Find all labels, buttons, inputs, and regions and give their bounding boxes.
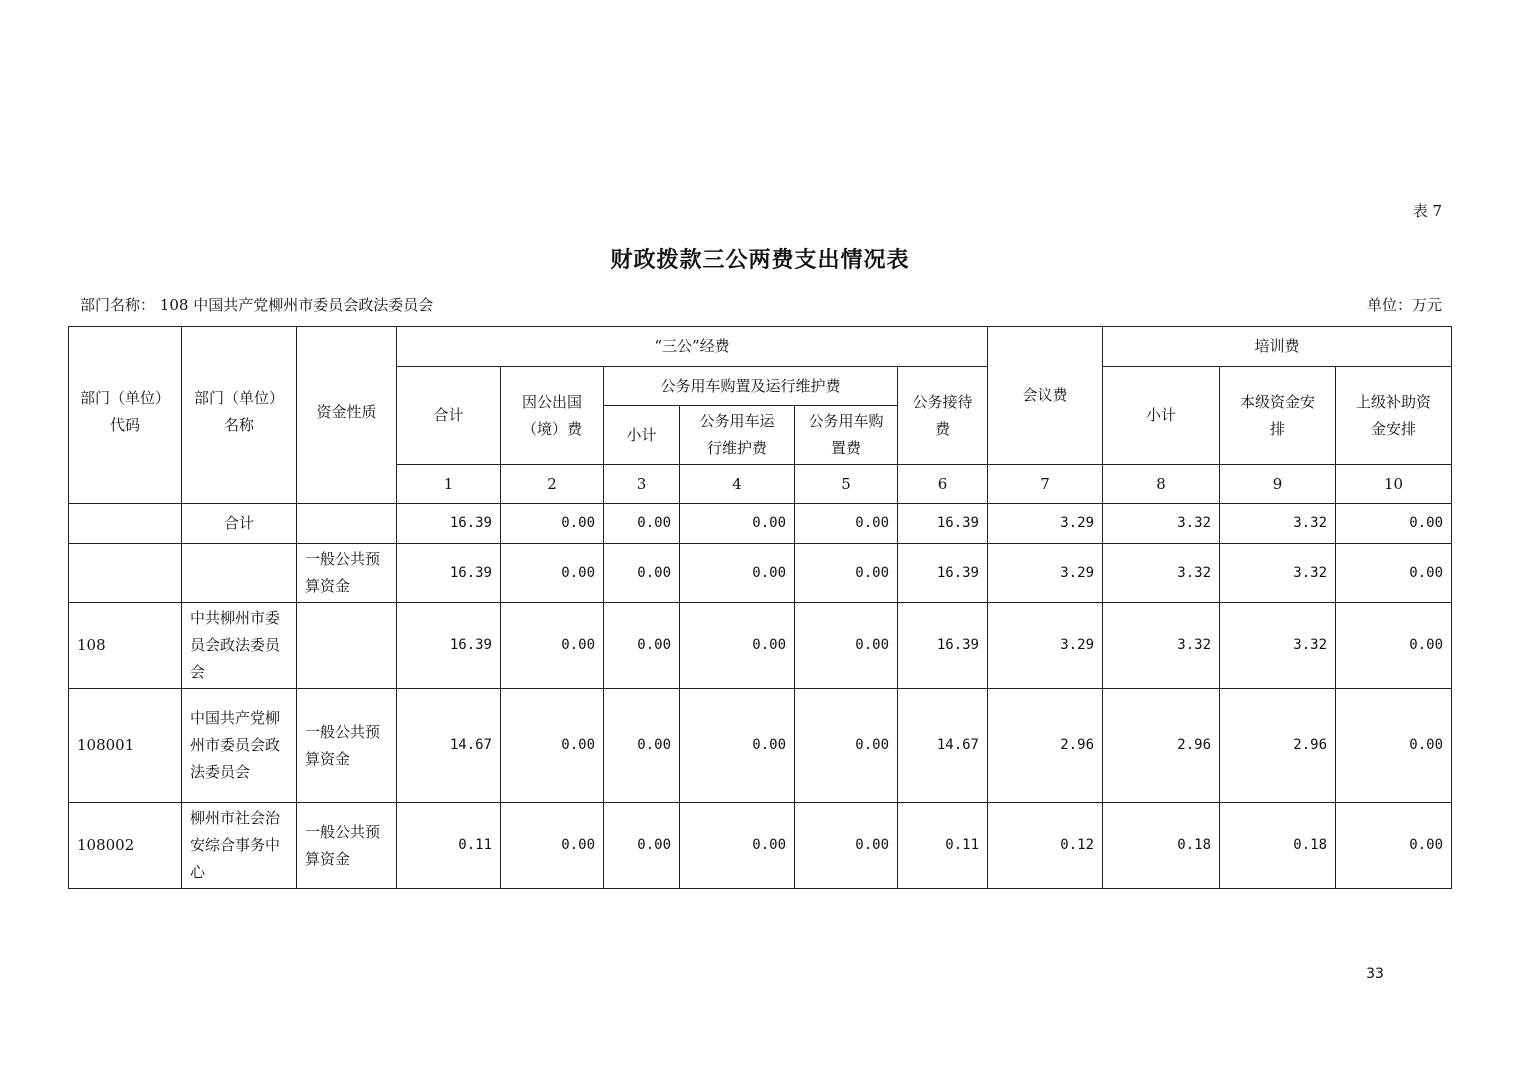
header-meeting: 会议费: [988, 327, 1103, 465]
row-value-cell: 0.00: [1336, 544, 1452, 603]
row-value-cell: 0.00: [501, 803, 604, 889]
header-vehicle-buy: 公务用车购置费: [795, 406, 898, 465]
header-abroad: 因公出国（境）费: [501, 367, 604, 465]
header-vehicle-run: 公务用车运行维护费: [680, 406, 795, 465]
row-value-cell: 16.39: [898, 504, 988, 544]
row-code-cell: 108: [69, 603, 182, 689]
row-value-cell: 0.00: [795, 803, 898, 889]
header-training-upper: 上级补助资金安排: [1336, 367, 1452, 465]
row-value-cell: 0.12: [988, 803, 1103, 889]
header-sangong: “三公”经费: [397, 327, 988, 367]
row-value-cell: 0.00: [501, 504, 604, 544]
row-value-cell: 3.29: [988, 544, 1103, 603]
col-number: 3: [604, 465, 680, 504]
row-value-cell: 0.00: [604, 689, 680, 803]
header-vehicle-subtotal: 小计: [604, 406, 680, 465]
page-title: 财政拨款三公两费支出情况表: [610, 247, 910, 273]
department-label: 部门名称：: [80, 296, 156, 314]
col-number: 7: [988, 465, 1103, 504]
row-value-cell: 2.96: [1103, 689, 1220, 803]
row-value-cell: 0.00: [604, 803, 680, 889]
row-value-cell: 3.32: [1220, 504, 1336, 544]
row-value-cell: 0.00: [680, 603, 795, 689]
row-code-cell: [69, 544, 182, 603]
row-value-cell: 0.00: [680, 504, 795, 544]
col-number: 8: [1103, 465, 1220, 504]
row-value-cell: 0.18: [1103, 803, 1220, 889]
row-name-cell: 中国共产党柳州市委员会政法委员会: [182, 689, 297, 803]
row-value-cell: 3.32: [1103, 603, 1220, 689]
col-number: 1: [397, 465, 501, 504]
row-value-cell: 0.00: [795, 504, 898, 544]
row-value-cell: 2.96: [988, 689, 1103, 803]
row-value-cell: 0.00: [1336, 803, 1452, 889]
row-fund-cell: 一般公共预算资金: [297, 689, 397, 803]
col-number: 10: [1336, 465, 1452, 504]
row-value-cell: 3.32: [1103, 504, 1220, 544]
header-training-local: 本级资金安排: [1220, 367, 1336, 465]
header-training-subtotal: 小计: [1103, 367, 1220, 465]
table-row: [69, 803, 1452, 889]
row-value-cell: 16.39: [898, 544, 988, 603]
header-dept-name: 部门（单位）名称: [182, 327, 297, 504]
row-value-cell: 0.00: [501, 544, 604, 603]
row-value-cell: 0.11: [898, 803, 988, 889]
row-fund-cell: 一般公共预算资金: [297, 544, 397, 603]
row-value-cell: 3.32: [1220, 603, 1336, 689]
row-value-cell: 3.29: [988, 504, 1103, 544]
department-value: 108 中国共产党柳州市委员会政法委员会: [159, 296, 434, 314]
header-fund-type: 资金性质: [297, 327, 397, 504]
header-dept-code: 部门（单位）代码: [69, 327, 182, 504]
row-value-cell: 0.00: [1336, 689, 1452, 803]
row-value-cell: 2.96: [1220, 689, 1336, 803]
table-row: [69, 544, 1452, 603]
expense-table: [68, 326, 1452, 889]
table-body: [69, 504, 1452, 889]
row-value-cell: 0.00: [1336, 603, 1452, 689]
page-number: 33: [1366, 966, 1384, 982]
unit-label: 单位：万元: [1366, 296, 1442, 314]
row-value-cell: 0.00: [795, 689, 898, 803]
row-value-cell: 14.67: [898, 689, 988, 803]
row-fund-cell: [297, 504, 397, 544]
col-number: 2: [501, 465, 604, 504]
row-value-cell: 3.32: [1103, 544, 1220, 603]
table-row: [69, 603, 1452, 689]
row-fund-cell: [297, 603, 397, 689]
row-value-cell: 0.00: [604, 504, 680, 544]
row-value-cell: 0.00: [680, 803, 795, 889]
col-number: 4: [680, 465, 795, 504]
header-vehicle: 公务用车购置及运行维护费: [604, 367, 898, 406]
header-total: 合计: [397, 367, 501, 465]
col-number: 6: [898, 465, 988, 504]
header-training: 培训费: [1103, 327, 1452, 367]
table-number: 表 7: [1412, 202, 1442, 220]
row-value-cell: 0.00: [795, 544, 898, 603]
row-value-cell: 16.39: [898, 603, 988, 689]
row-value-cell: 0.00: [604, 544, 680, 603]
row-name-cell: [182, 544, 297, 603]
row-value-cell: 0.00: [795, 603, 898, 689]
table-row: [69, 689, 1452, 803]
row-name-cell: 合计: [182, 504, 297, 544]
row-value-cell: 16.39: [397, 603, 501, 689]
row-fund-cell: 一般公共预算资金: [297, 803, 397, 889]
row-value-cell: 0.00: [501, 603, 604, 689]
row-value-cell: 0.00: [680, 544, 795, 603]
row-value-cell: 3.32: [1220, 544, 1336, 603]
row-value-cell: 0.11: [397, 803, 501, 889]
row-value-cell: 0.18: [1220, 803, 1336, 889]
row-value-cell: 16.39: [397, 544, 501, 603]
col-number: 5: [795, 465, 898, 504]
row-code-cell: [69, 504, 182, 544]
row-value-cell: 0.00: [680, 689, 795, 803]
header-reception: 公务接待费: [898, 367, 988, 465]
row-value-cell: 0.00: [1336, 504, 1452, 544]
row-name-cell: 柳州市社会治安综合事务中心: [182, 803, 297, 889]
department-line: [80, 294, 433, 315]
col-number: 9: [1220, 465, 1336, 504]
row-code-cell: 108001: [69, 689, 182, 803]
row-name-cell: 中共柳州市委员会政法委员会: [182, 603, 297, 689]
row-value-cell: 0.00: [501, 689, 604, 803]
row-value-cell: 14.67: [397, 689, 501, 803]
row-value-cell: 16.39: [397, 504, 501, 544]
table-row: [69, 504, 1452, 544]
row-value-cell: 0.00: [604, 603, 680, 689]
row-value-cell: 3.29: [988, 603, 1103, 689]
row-code-cell: 108002: [69, 803, 182, 889]
